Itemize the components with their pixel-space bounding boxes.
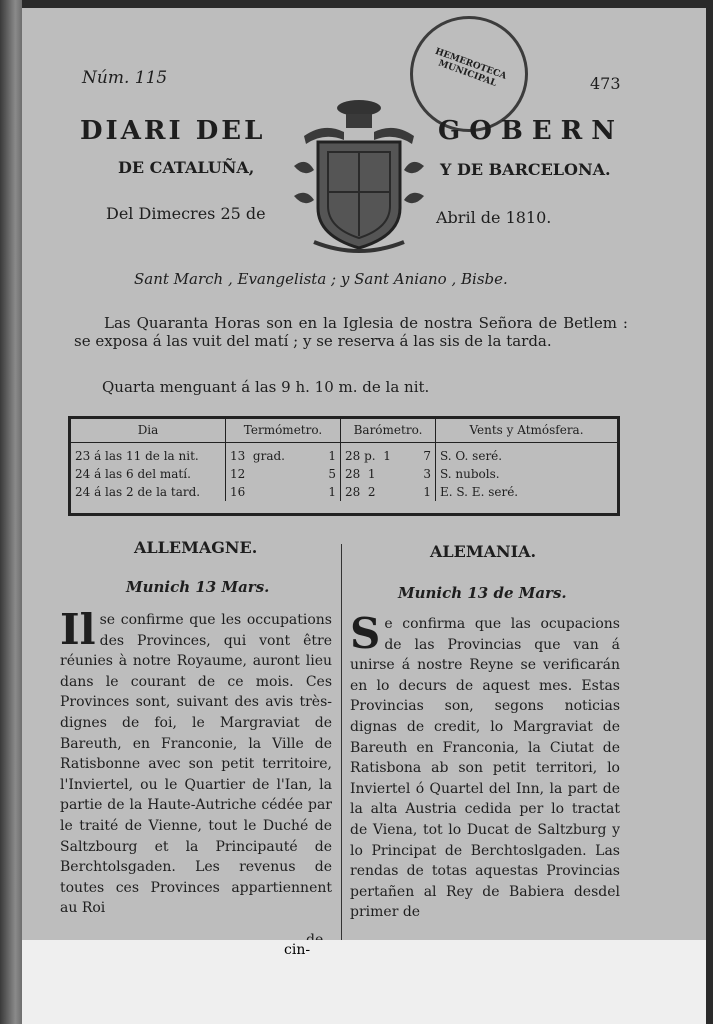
term-fraction: 1 — [328, 449, 336, 463]
col-header-vents: Vents y Atmósfera. — [436, 419, 618, 443]
cell-vents: E. S. E. seré. — [440, 485, 519, 499]
cell-dia: 24 á las 2 de la tard. — [71, 483, 226, 501]
catalan-dropcap: S — [350, 609, 381, 658]
masthead-title-left: DIARI DEL — [80, 116, 266, 146]
term-unit: grad. — [252, 449, 285, 463]
book-spine — [0, 0, 22, 1024]
french-body-text: se confirme que les occupations des Provinces, qui vont être réunies à notre Royaume, auront lieu dans le courant de ce mois. Ces Provinces sont, suivant des avis très-dignes de foi, le Margraviat de Bareuth, en Franconie, la Ville de Ratisbonne avec son petit territoire, l'Inviertel, ou le Quartier de l'Ian, la partie de la Haute-Autriche cédée par le traité de Vienne, tout le Duché de Saltzbourg et la Principauté de Berchtolsgaden. Les revenus de toutes ces Provinces appartiennent au Roi — [60, 612, 332, 917]
baro-lines: 2 — [367, 485, 376, 499]
column-divider — [341, 544, 342, 962]
issue-date-right: Abril de 1810. — [436, 208, 552, 227]
baro-value: 28 — [345, 485, 361, 499]
issue-date-left: Del Dimecres 25 de — [106, 204, 266, 223]
term-value: 16 — [230, 485, 246, 499]
cell-barometro — [341, 465, 436, 483]
cell-dia: 23 á las 11 de la nit. — [71, 443, 226, 466]
quaranta-hores-notice: Las Quaranta Horas son en la Iglesia de nostra Señora de Betlem : se exposa á las vuit del matí ; y se reserva á las sis de la tarda. — [74, 314, 628, 350]
cell-termometro — [226, 465, 341, 483]
term-fraction: 1 — [328, 485, 336, 499]
cell-vents: S. nubols. — [440, 467, 500, 481]
newspaper-page — [22, 8, 706, 1016]
cell-termometro — [226, 443, 341, 466]
term-value: 13 — [230, 449, 246, 463]
masthead-subtitle-right: Y DE BARCELONA. — [440, 160, 611, 179]
weather-header-row — [71, 419, 617, 443]
term-value: 12 — [230, 467, 246, 481]
cell-termometro — [226, 483, 341, 501]
baro-lines: 1 — [383, 449, 391, 463]
baro-fraction: 1 — [423, 485, 431, 499]
french-column-heading: ALLEMAGNE. — [134, 538, 258, 557]
table-row — [71, 443, 617, 466]
term-fraction: 5 — [328, 467, 336, 481]
french-column-body — [60, 605, 332, 919]
catalan-body-text: e confirma que las ocupacions de las Provincias que van á unirse á nostre Reyne se verificarán en lo decurs de aquest mes. Estas Provincias son, segons noticias dignas de credit, lo Margraviat de Bareuth en Franconia, la Ciutat de Ratisbona ab son petit territori, lo Inviertel ó Quartel del Inn, la part de la alta Austria cedida per lo tractat de Viena, tot lo Ducat de Saltzburg y lo Principat de Berchtoslgaden. Las rendas de totas aquestas Provincias pertañen al Rey de Babiera desdel primer de — [350, 616, 620, 921]
catalan-column-body — [350, 609, 620, 923]
table-row — [71, 465, 617, 483]
french-column-dateline: Munich 13 Mars. — [126, 578, 270, 596]
stamp-text: HEMEROTECA MUNICIPAL — [433, 46, 508, 89]
weather-table — [68, 416, 620, 516]
masthead-title-right: GOBERN — [438, 116, 625, 146]
coat-of-arms-icon — [284, 96, 434, 256]
french-dropcap: Il — [60, 605, 96, 654]
moon-phase-notice: Quarta menguant á las 9 h. 10 m. de la nit. — [102, 378, 430, 396]
baro-fraction: 7 — [423, 449, 431, 463]
saints-of-the-day: Sant March , Evangelista ; y Sant Aniano , Bisbe. — [134, 270, 508, 288]
cell-barometro — [341, 443, 436, 466]
baro-value: 28 — [345, 467, 361, 481]
baro-value: 28 p. — [345, 449, 376, 463]
page-number: 473 — [590, 74, 621, 93]
cell-dia: 24 á las 6 del matí. — [71, 465, 226, 483]
issue-number: Núm. 115 — [82, 68, 168, 88]
catalan-column-dateline: Munich 13 de Mars. — [398, 584, 567, 602]
french-catchword-2: cin- — [284, 942, 311, 958]
col-header-termometro: Termómetro. — [226, 419, 341, 443]
col-header-barometro: Barómetro. — [341, 419, 436, 443]
table-row — [71, 483, 617, 501]
baro-lines: 1 — [367, 467, 376, 481]
masthead-subtitle-left: DE CATALUÑA, — [118, 158, 255, 177]
cell-barometro — [341, 483, 436, 501]
catalan-column-heading: ALEMANIA. — [430, 542, 537, 561]
cell-vents: S. O. seré. — [440, 449, 503, 463]
baro-fraction: 3 — [423, 467, 431, 481]
torn-page-edge — [22, 940, 706, 1024]
col-header-dia: Dia — [71, 419, 226, 443]
